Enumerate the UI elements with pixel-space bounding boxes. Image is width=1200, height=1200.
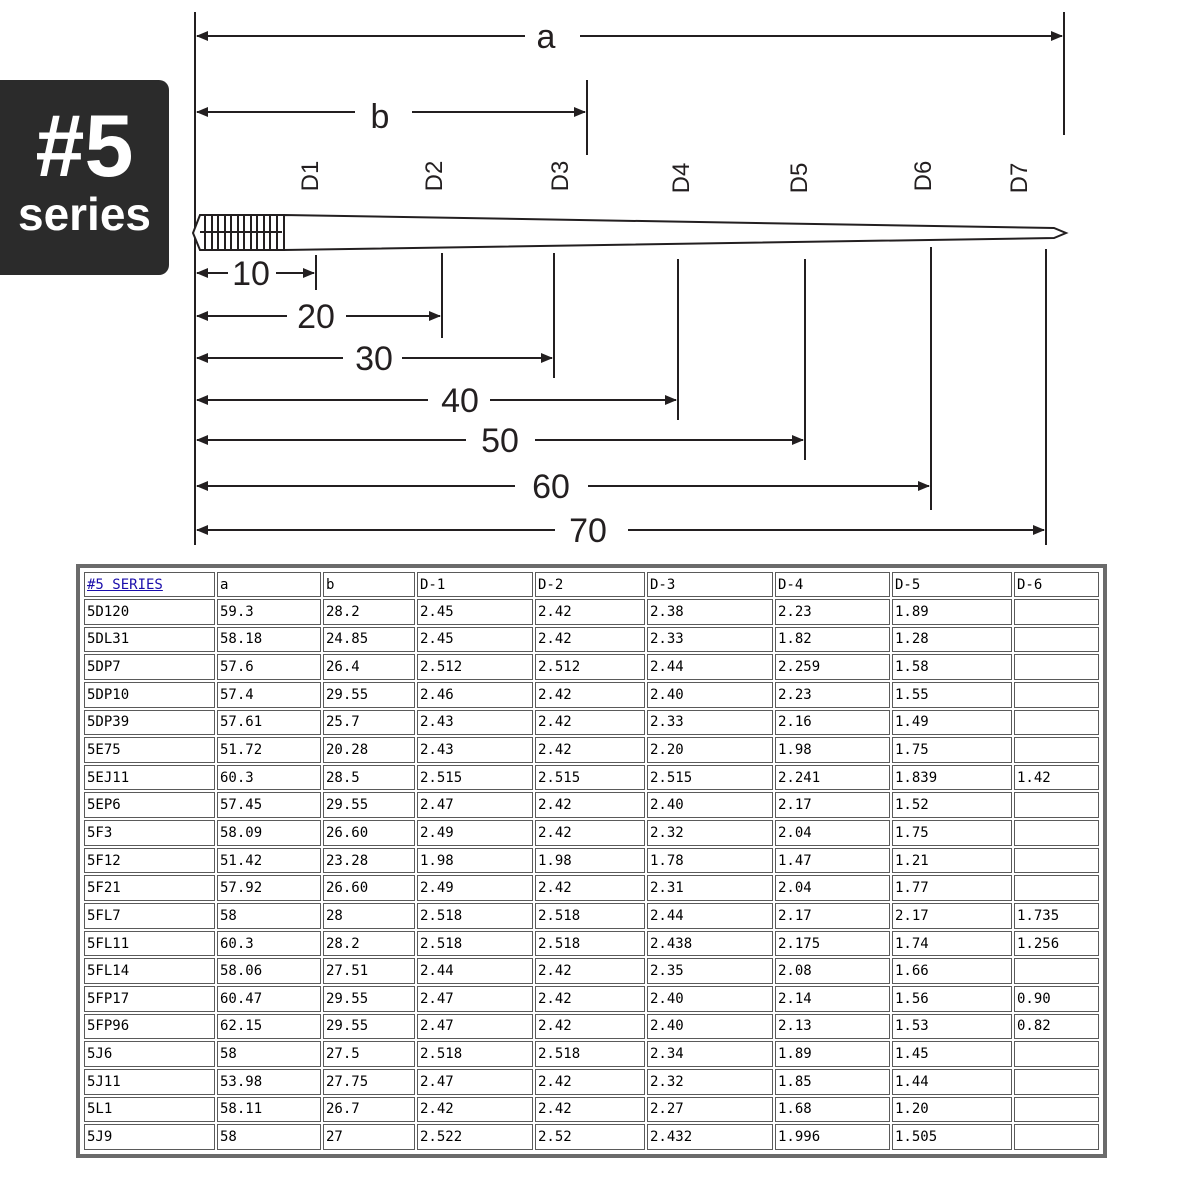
header-cell: D-3 <box>647 572 773 597</box>
value-cell: 2.47 <box>417 792 533 818</box>
value-cell: 26.60 <box>323 875 415 901</box>
dart-point-shape <box>193 215 1066 250</box>
model-cell: 5F21 <box>84 875 215 901</box>
value-cell: 2.512 <box>535 654 645 680</box>
station-label-d3: D3 <box>547 160 574 192</box>
header-cell: D-4 <box>775 572 890 597</box>
model-cell: 5FL11 <box>84 931 215 957</box>
model-cell: 5F12 <box>84 848 215 874</box>
badge-number: #5 <box>35 96 134 195</box>
value-cell: 2.42 <box>535 737 645 763</box>
value-cell: 2.17 <box>775 903 890 929</box>
value-cell: 1.98 <box>535 848 645 874</box>
table-row <box>84 1097 1099 1123</box>
value-cell: 2.259 <box>775 654 890 680</box>
model-cell: 5J9 <box>84 1124 215 1150</box>
value-cell: 1.74 <box>892 931 1012 957</box>
model-cell: 5EJ11 <box>84 765 215 791</box>
value-cell: 2.522 <box>417 1124 533 1150</box>
value-cell: 2.42 <box>535 875 645 901</box>
table-row <box>84 599 1099 625</box>
value-cell: 2.175 <box>775 931 890 957</box>
table-row <box>84 820 1099 846</box>
model-cell: 5F3 <box>84 820 215 846</box>
value-cell: 28 <box>323 903 415 929</box>
dimensions-table-frame <box>76 564 1107 1158</box>
value-cell: 2.42 <box>417 1097 533 1123</box>
value-cell <box>1014 710 1099 736</box>
table-row <box>84 710 1099 736</box>
value-cell: 1.28 <box>892 627 1012 653</box>
table-row <box>84 765 1099 791</box>
station-label-d1: D1 <box>297 160 324 192</box>
value-cell: 1.735 <box>1014 903 1099 929</box>
value-cell: 2.47 <box>417 1069 533 1095</box>
table-row <box>84 737 1099 763</box>
dim-20-label: 20 <box>297 298 335 336</box>
value-cell: 23.28 <box>323 848 415 874</box>
value-cell: 1.505 <box>892 1124 1012 1150</box>
value-cell: 60.47 <box>217 986 321 1012</box>
header-cell: D-2 <box>535 572 645 597</box>
value-cell: 28.2 <box>323 931 415 957</box>
value-cell: 2.42 <box>535 682 645 708</box>
value-cell: 2.13 <box>775 1014 890 1040</box>
value-cell: 2.49 <box>417 875 533 901</box>
value-cell <box>1014 792 1099 818</box>
series-header-link[interactable]: #5 SERIES <box>87 576 163 593</box>
table-row <box>84 1014 1099 1040</box>
value-cell: 2.47 <box>417 1014 533 1040</box>
value-cell: 2.43 <box>417 710 533 736</box>
value-cell: 1.47 <box>775 848 890 874</box>
value-cell: 2.33 <box>647 627 773 653</box>
model-cell: 5DP10 <box>84 682 215 708</box>
header-cell: D-5 <box>892 572 1012 597</box>
value-cell: 2.44 <box>647 903 773 929</box>
model-cell: 5EP6 <box>84 792 215 818</box>
table-row <box>84 986 1099 1012</box>
value-cell: 27 <box>323 1124 415 1150</box>
value-cell: 2.42 <box>535 820 645 846</box>
station-label-d2: D2 <box>421 160 448 192</box>
value-cell: 1.56 <box>892 986 1012 1012</box>
value-cell: 1.20 <box>892 1097 1012 1123</box>
value-cell: 2.14 <box>775 986 890 1012</box>
dim-40-label: 40 <box>441 382 479 420</box>
model-cell: 5L1 <box>84 1097 215 1123</box>
value-cell: 20.28 <box>323 737 415 763</box>
value-cell <box>1014 682 1099 708</box>
table-row <box>84 627 1099 653</box>
value-cell: 58.09 <box>217 820 321 846</box>
value-cell: 0.82 <box>1014 1014 1099 1040</box>
value-cell: 1.78 <box>647 848 773 874</box>
value-cell: 2.518 <box>535 931 645 957</box>
value-cell: 2.518 <box>535 903 645 929</box>
value-cell: 2.42 <box>535 627 645 653</box>
value-cell: 2.518 <box>417 903 533 929</box>
table-row <box>84 958 1099 984</box>
value-cell: 2.40 <box>647 1014 773 1040</box>
value-cell: 25.7 <box>323 710 415 736</box>
value-cell: 2.16 <box>775 710 890 736</box>
station-label-d4: D4 <box>668 162 695 194</box>
value-cell: 1.55 <box>892 682 1012 708</box>
dim-30-label: 30 <box>355 340 393 378</box>
value-cell: 2.42 <box>535 1069 645 1095</box>
value-cell: 29.55 <box>323 682 415 708</box>
value-cell <box>1014 875 1099 901</box>
value-cell: 1.42 <box>1014 765 1099 791</box>
value-cell: 2.42 <box>535 1014 645 1040</box>
value-cell: 1.89 <box>775 1041 890 1067</box>
value-cell: 1.53 <box>892 1014 1012 1040</box>
value-cell: 2.47 <box>417 986 533 1012</box>
value-cell: 58.06 <box>217 958 321 984</box>
value-cell: 1.68 <box>775 1097 890 1123</box>
value-cell <box>1014 1069 1099 1095</box>
value-cell: 2.49 <box>417 820 533 846</box>
value-cell: 2.35 <box>647 958 773 984</box>
value-cell: 2.04 <box>775 875 890 901</box>
value-cell: 60.3 <box>217 765 321 791</box>
badge-word: series <box>17 188 151 240</box>
value-cell <box>1014 958 1099 984</box>
value-cell <box>1014 627 1099 653</box>
table-row <box>84 1041 1099 1067</box>
table-row <box>84 792 1099 818</box>
table-body <box>84 599 1099 1150</box>
value-cell: 1.89 <box>892 599 1012 625</box>
value-cell: 2.515 <box>535 765 645 791</box>
model-cell: 5E75 <box>84 737 215 763</box>
value-cell: 2.32 <box>647 1069 773 1095</box>
value-cell: 26.7 <box>323 1097 415 1123</box>
header-cell: D-1 <box>417 572 533 597</box>
value-cell: 58 <box>217 1124 321 1150</box>
value-cell <box>1014 1041 1099 1067</box>
value-cell: 58 <box>217 903 321 929</box>
value-cell: 2.43 <box>417 737 533 763</box>
model-cell: 5FL14 <box>84 958 215 984</box>
value-cell: 1.45 <box>892 1041 1012 1067</box>
value-cell: 2.46 <box>417 682 533 708</box>
value-cell: 62.15 <box>217 1014 321 1040</box>
value-cell: 26.4 <box>323 654 415 680</box>
value-cell: 27.75 <box>323 1069 415 1095</box>
value-cell: 2.42 <box>535 958 645 984</box>
value-cell: 51.42 <box>217 848 321 874</box>
station-label-d7: D7 <box>1006 162 1033 194</box>
station-label-d6: D6 <box>910 160 937 192</box>
model-cell: 5J6 <box>84 1041 215 1067</box>
value-cell <box>1014 820 1099 846</box>
value-cell: 2.04 <box>775 820 890 846</box>
value-cell: 57.6 <box>217 654 321 680</box>
value-cell: 2.44 <box>417 958 533 984</box>
value-cell: 2.31 <box>647 875 773 901</box>
value-cell: 1.77 <box>892 875 1012 901</box>
dimensions-table <box>82 570 1101 1152</box>
value-cell: 2.438 <box>647 931 773 957</box>
value-cell: 2.518 <box>417 1041 533 1067</box>
header-cell: D-6 <box>1014 572 1099 597</box>
model-cell: 5FP17 <box>84 986 215 1012</box>
value-cell: 2.42 <box>535 710 645 736</box>
value-cell: 2.27 <box>647 1097 773 1123</box>
value-cell: 26.60 <box>323 820 415 846</box>
a-label: a <box>536 18 556 56</box>
header-cell: b <box>323 572 415 597</box>
value-cell: 58.11 <box>217 1097 321 1123</box>
table-row <box>84 1124 1099 1150</box>
value-cell: 2.42 <box>535 599 645 625</box>
value-cell <box>1014 848 1099 874</box>
value-cell: 2.432 <box>647 1124 773 1150</box>
model-cell: 5J11 <box>84 1069 215 1095</box>
model-cell: 5DP7 <box>84 654 215 680</box>
value-cell: 1.66 <box>892 958 1012 984</box>
value-cell: 58.18 <box>217 627 321 653</box>
value-cell: 1.75 <box>892 820 1012 846</box>
table-header-row <box>84 572 1099 597</box>
value-cell: 57.61 <box>217 710 321 736</box>
value-cell <box>1014 737 1099 763</box>
table-row <box>84 903 1099 929</box>
value-cell: 2.23 <box>775 682 890 708</box>
value-cell: 1.82 <box>775 627 890 653</box>
value-cell: 2.40 <box>647 792 773 818</box>
table-row <box>84 682 1099 708</box>
value-cell: 2.518 <box>417 931 533 957</box>
model-cell: 5FP96 <box>84 1014 215 1040</box>
value-cell: 2.45 <box>417 599 533 625</box>
dim-60-label: 60 <box>532 468 570 506</box>
value-cell: 57.92 <box>217 875 321 901</box>
header-series-link-cell <box>84 572 215 597</box>
value-cell: 1.85 <box>775 1069 890 1095</box>
value-cell: 27.5 <box>323 1041 415 1067</box>
model-cell: 5FL7 <box>84 903 215 929</box>
value-cell: 2.45 <box>417 627 533 653</box>
value-cell: 2.241 <box>775 765 890 791</box>
value-cell <box>1014 599 1099 625</box>
value-cell: 2.515 <box>417 765 533 791</box>
table-row <box>84 654 1099 680</box>
dim-50-label: 50 <box>481 422 519 460</box>
value-cell <box>1014 1124 1099 1150</box>
value-cell: 2.42 <box>535 1097 645 1123</box>
value-cell: 1.98 <box>417 848 533 874</box>
table-row <box>84 1069 1099 1095</box>
value-cell: 2.52 <box>535 1124 645 1150</box>
dart-dimension-diagram <box>0 0 1200 560</box>
value-cell: 2.08 <box>775 958 890 984</box>
value-cell: 51.72 <box>217 737 321 763</box>
value-cell: 29.55 <box>323 1014 415 1040</box>
table-row <box>84 875 1099 901</box>
value-cell: 2.17 <box>892 903 1012 929</box>
value-cell: 1.996 <box>775 1124 890 1150</box>
header-cell: a <box>217 572 321 597</box>
value-cell: 29.55 <box>323 986 415 1012</box>
value-cell: 29.55 <box>323 792 415 818</box>
value-cell <box>1014 1097 1099 1123</box>
model-cell: 5DP39 <box>84 710 215 736</box>
station-label-d5: D5 <box>786 162 813 194</box>
b-label: b <box>370 98 390 136</box>
value-cell: 2.23 <box>775 599 890 625</box>
table-row <box>84 848 1099 874</box>
model-cell: 5D120 <box>84 599 215 625</box>
value-cell: 1.49 <box>892 710 1012 736</box>
value-cell: 1.44 <box>892 1069 1012 1095</box>
dim-70-label: 70 <box>569 512 607 550</box>
value-cell: 1.58 <box>892 654 1012 680</box>
value-cell: 2.33 <box>647 710 773 736</box>
value-cell: 1.75 <box>892 737 1012 763</box>
value-cell: 2.42 <box>535 986 645 1012</box>
value-cell <box>1014 654 1099 680</box>
value-cell: 58 <box>217 1041 321 1067</box>
value-cell: 2.518 <box>535 1041 645 1067</box>
value-cell: 59.3 <box>217 599 321 625</box>
value-cell: 2.515 <box>647 765 773 791</box>
value-cell: 1.21 <box>892 848 1012 874</box>
value-cell: 24.85 <box>323 627 415 653</box>
value-cell: 2.20 <box>647 737 773 763</box>
model-cell: 5DL31 <box>84 627 215 653</box>
value-cell: 2.17 <box>775 792 890 818</box>
value-cell: 53.98 <box>217 1069 321 1095</box>
value-cell: 60.3 <box>217 931 321 957</box>
value-cell: 2.34 <box>647 1041 773 1067</box>
table-row <box>84 931 1099 957</box>
value-cell: 1.839 <box>892 765 1012 791</box>
value-cell: 1.52 <box>892 792 1012 818</box>
value-cell: 57.4 <box>217 682 321 708</box>
value-cell: 28.5 <box>323 765 415 791</box>
value-cell: 28.2 <box>323 599 415 625</box>
value-cell: 1.256 <box>1014 931 1099 957</box>
value-cell: 2.32 <box>647 820 773 846</box>
value-cell: 2.40 <box>647 986 773 1012</box>
value-cell: 2.42 <box>535 792 645 818</box>
value-cell: 2.44 <box>647 654 773 680</box>
value-cell: 2.38 <box>647 599 773 625</box>
value-cell: 0.90 <box>1014 986 1099 1012</box>
value-cell: 2.512 <box>417 654 533 680</box>
dim-10-label: 10 <box>232 255 270 293</box>
value-cell: 27.51 <box>323 958 415 984</box>
value-cell: 57.45 <box>217 792 321 818</box>
value-cell: 2.40 <box>647 682 773 708</box>
value-cell: 1.98 <box>775 737 890 763</box>
